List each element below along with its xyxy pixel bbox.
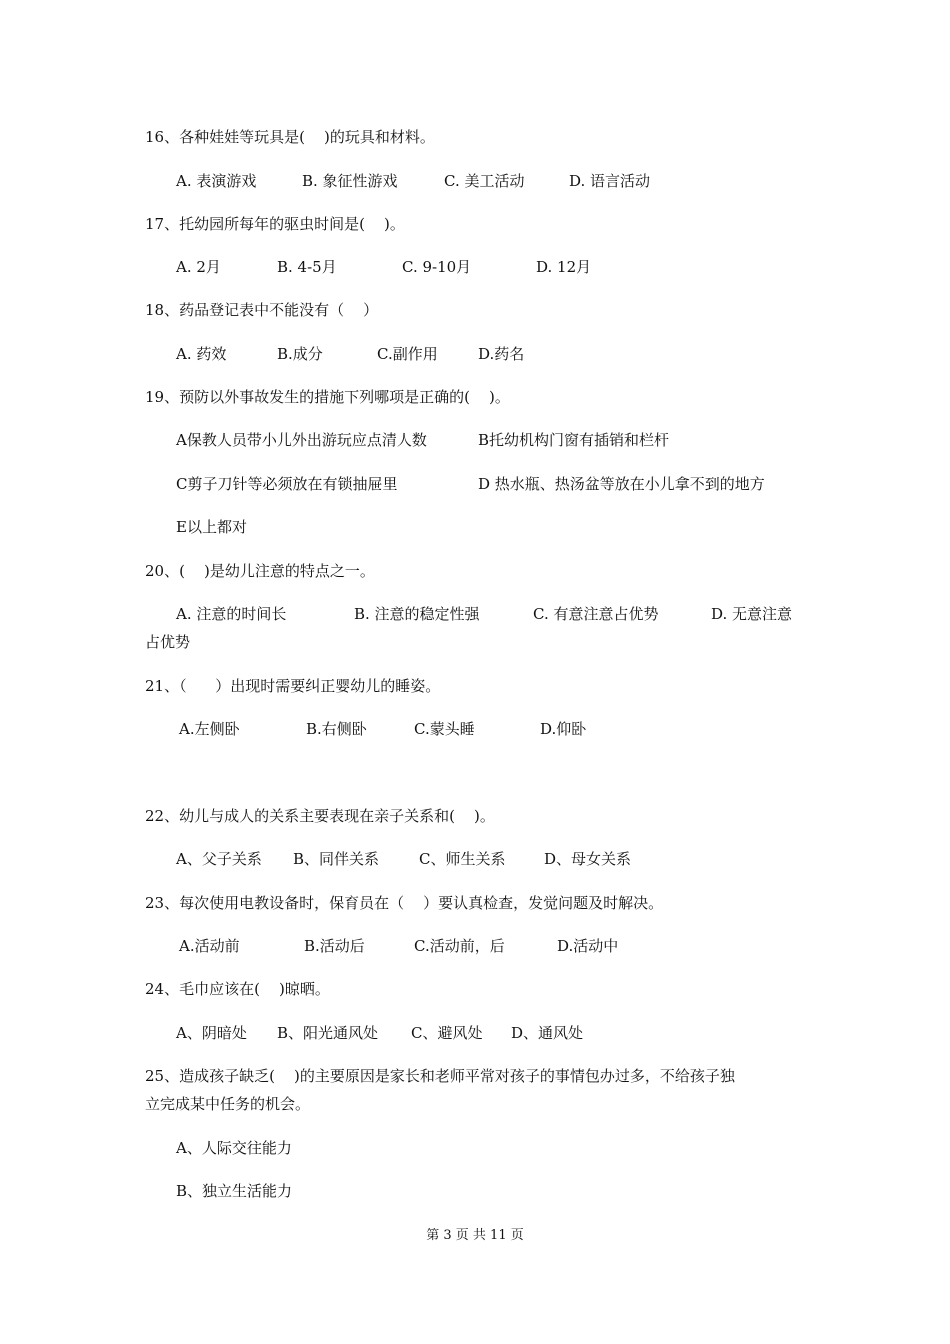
option-c: C. 9-10月 — [402, 258, 472, 276]
option-a: A.左侧卧 — [179, 720, 240, 738]
option-c: C剪子刀针等必须放在有锁抽屉里 — [176, 475, 398, 493]
question-20-options — [176, 604, 876, 624]
option-a: A.活动前 — [179, 937, 240, 955]
question-21-stem: 21、（ ）出现时需要纠正婴幼儿的睡姿。 — [145, 677, 441, 695]
question-24-stem: 24、毛巾应该在( )晾晒。 — [145, 980, 330, 998]
option-d: D、通风处 — [511, 1024, 584, 1042]
option-b: B. 注意的稳定性强 — [354, 605, 480, 623]
question-18-stem: 18、药品登记表中不能没有（ ） — [145, 301, 379, 319]
question-20-stem: 20、( )是幼儿注意的特点之一。 — [145, 562, 375, 580]
question-25-stem-continuation: 立完成某中任务的机会。 — [145, 1095, 311, 1113]
option-d: D. 语言活动 — [569, 172, 651, 190]
option-d: D.药名 — [478, 345, 525, 363]
option-d-continuation: 占优势 — [145, 633, 191, 651]
option-a: A、父子关系 — [176, 850, 262, 868]
question-21-options — [176, 719, 876, 739]
option-b: B.成分 — [277, 345, 323, 363]
question-17-stem: 17、托幼园所每年的驱虫时间是( )。 — [145, 215, 405, 233]
option-a: A. 2月 — [176, 258, 221, 276]
option-b: B托幼机构门窗有插销和栏杆 — [478, 431, 670, 449]
question-24-options — [176, 1023, 876, 1043]
option-d: D.仰卧 — [540, 720, 587, 738]
option-d: D、母女关系 — [544, 850, 632, 868]
option-d: D 热水瓶、热汤盆等放在小儿拿不到的地方 — [478, 475, 765, 493]
option-b: B、同伴关系 — [293, 850, 380, 868]
option-c: C、避风处 — [411, 1024, 483, 1042]
option-a: A. 表演游戏 — [176, 172, 257, 190]
question-16-stem: 16、各种娃娃等玩具是( )的玩具和材料。 — [145, 128, 435, 146]
option-b: B.右侧卧 — [306, 720, 367, 738]
option-c: C.蒙头睡 — [414, 720, 475, 738]
option-b: B. 象征性游戏 — [302, 172, 398, 190]
option-c: C. 美工活动 — [444, 172, 525, 190]
question-18-options — [176, 344, 876, 364]
option-d: D.活动中 — [557, 937, 619, 955]
question-19-options-row2 — [176, 474, 876, 494]
option-a: A保教人员带小儿外出游玩应点清人数 — [176, 431, 427, 449]
question-25-stem: 25、造成孩子缺乏( )的主要原因是家长和老师平常对孩子的事情包办过多，不给孩子独 — [145, 1067, 735, 1085]
page-footer: 第 3 页 共 11 页 — [426, 1228, 524, 1243]
option-a: A、阴暗处 — [176, 1024, 247, 1042]
option-c: C、师生关系 — [419, 850, 506, 868]
question-23-options — [176, 936, 876, 956]
question-17-options — [176, 257, 876, 277]
question-22-stem: 22、幼儿与成人的关系主要表现在亲子关系和( )。 — [145, 807, 495, 825]
question-16-options — [176, 171, 876, 191]
question-19-options-row1 — [176, 430, 876, 450]
option-a: A. 药效 — [176, 345, 227, 363]
option-d: D. 12月 — [536, 258, 592, 276]
question-22-options — [176, 849, 876, 869]
option-b: B. 4-5月 — [277, 258, 337, 276]
option-b: B.活动后 — [304, 937, 365, 955]
option-b: B、独立生活能力 — [176, 1182, 293, 1200]
option-a: A. 注意的时间长 — [176, 605, 287, 623]
option-c: C. 有意注意占优势 — [533, 605, 659, 623]
question-19-stem: 19、预防以外事故发生的措施下列哪项是正确的( )。 — [145, 388, 510, 406]
question-23-stem: 23、每次使用电教设备时，保育员在（ ）要认真检查，发觉问题及时解决。 — [145, 894, 664, 912]
option-d: D. 无意注意 — [711, 605, 793, 623]
option-b: B、阳光通风处 — [277, 1024, 379, 1042]
option-e: E以上都对 — [176, 518, 247, 536]
option-c: C.副作用 — [377, 345, 438, 363]
option-c: C.活动前，后 — [414, 937, 505, 955]
option-a: A、人际交往能力 — [176, 1139, 292, 1157]
